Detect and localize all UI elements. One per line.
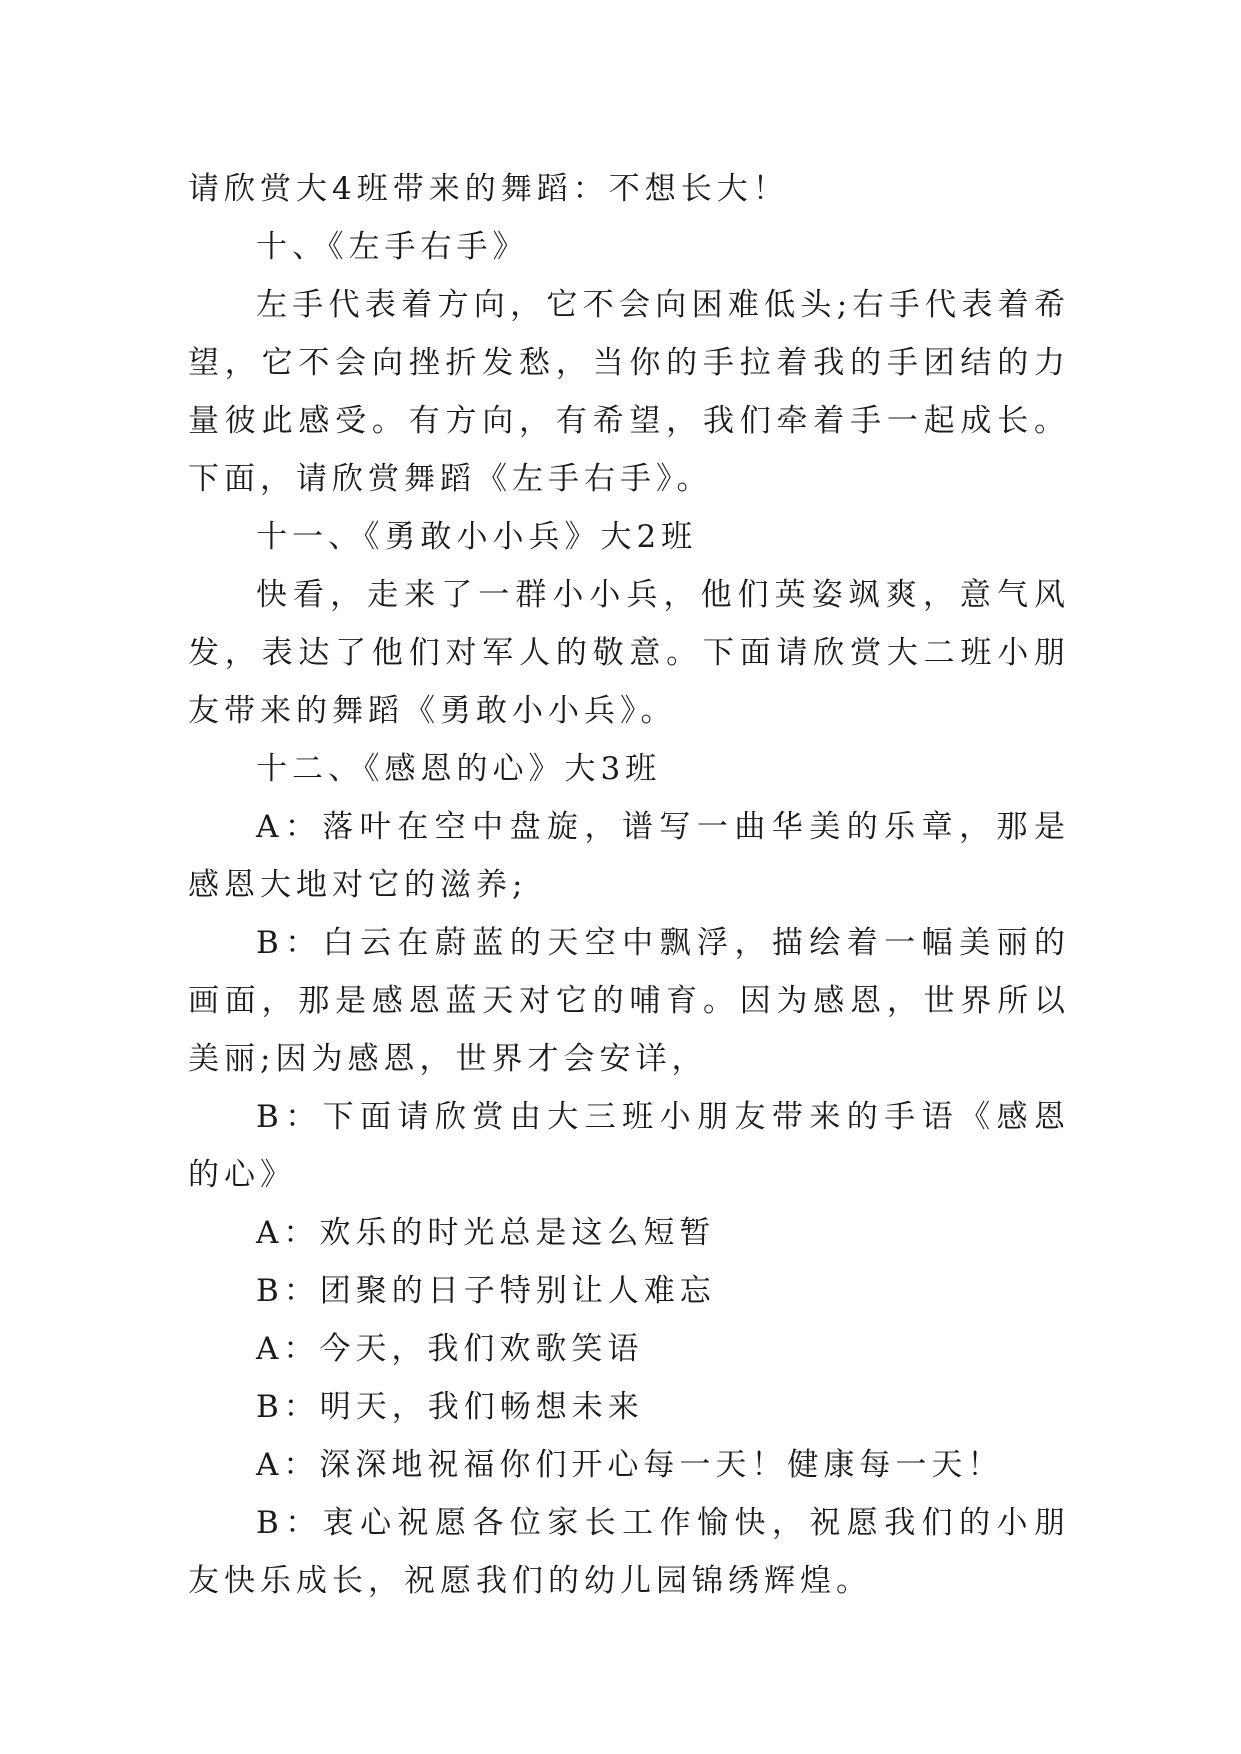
dialogue-line: A：今天，我们欢歌笑语	[256, 1331, 644, 1367]
dialogue-line: A：欢乐的时光总是这么短暂	[256, 1215, 716, 1251]
paragraph: 请欣赏大4班带来的舞蹈：不想长大！	[188, 171, 789, 207]
paragraph: 快看，走来了一群小小兵，他们英姿飒爽，意气风发，表达了他们对军人的敬意。下面请欣赏大二班小朋友带来的舞蹈《勇敢小小兵》。	[188, 577, 1070, 729]
section-heading: 十、《左手右手》	[256, 229, 529, 265]
dialogue-line: A：落叶在空中盘旋，谱写一曲华美的乐章，那是感恩大地对它的滋养;	[188, 809, 1070, 903]
paragraph: 左手代表着方向，它不会向困难低头;右手代表着希望，它不会向挫折发愁，当你的手拉着我的手团结的力量彼此感受。有方向，有希望，我们牵着手一起成长。下面，请欣赏舞蹈《左手右手》。	[188, 287, 1070, 497]
dialogue-line: B：衷心祝愿各位家长工作愉快，祝愿我们的小朋友快乐成长，祝愿我们的幼儿园锦绣辉煌。	[188, 1505, 1070, 1599]
section-heading: 十二、《感恩的心》大3班	[256, 751, 662, 787]
document-body	[188, 160, 1070, 1610]
dialogue-line: B：团聚的日子特别让人难忘	[256, 1273, 716, 1309]
dialogue-line: B：白云在蔚蓝的天空中飘浮，描绘着一幅美丽的画面，那是感恩蓝天对它的哺育。因为感恩，世界所以美丽;因为感恩，世界才会安详，	[188, 925, 1070, 1077]
dialogue-line: A：深深地祝福你们开心每一天！健康每一天！	[256, 1447, 1004, 1483]
dialogue-line: B：下面请欣赏由大三班小朋友带来的手语《感恩的心》	[188, 1099, 1070, 1193]
dialogue-line: B：明天，我们畅想未来	[256, 1389, 644, 1425]
section-heading: 十一、《勇敢小小兵》大2班	[256, 519, 698, 555]
